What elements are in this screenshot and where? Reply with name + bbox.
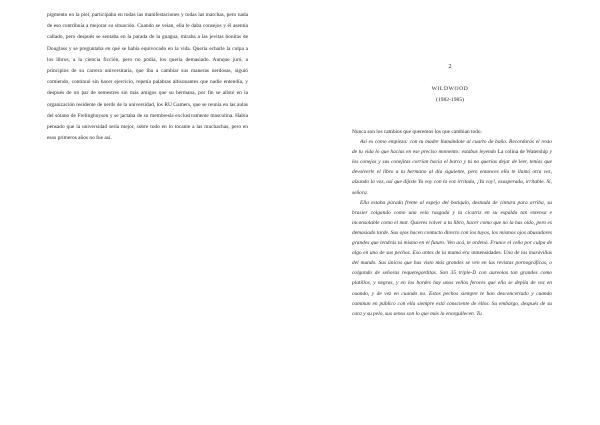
book-title-run: La colina de Watership bbox=[497, 149, 549, 156]
text-run: . Una de las maravillas del mundo. Sus únicos que has visto más grandes se ven en las revistas pornográficas, o colgando de señoras requetegorditas. Son 35 triple-D con aureolas tan grandes como platillos, y negras, y en los bordes hay unos vellos feroces que ella se depila de vez en cuando, y de vez en cuando no. Estos pechos siempre te han desconcertado y cuando caminan en público con ella siempre está consciente de ellos. Su embargo, después de su cara y su pelo, sus senos son lo que más la enorgullecen. Tu bbox=[352, 250, 552, 317]
text-run: con la voz irritada, bbox=[432, 179, 478, 186]
text-run: Sí, señora. bbox=[352, 179, 553, 196]
chapter-title: WILDWOOD bbox=[431, 86, 469, 92]
text-run: Así es como empieza: con tu madre llamándote al cuarto de baño. Recordarás el resto de tu vida lo que hacías en ese preciso momento: estabas leyendo bbox=[352, 139, 552, 156]
right-page bbox=[300, 0, 600, 425]
text-run: , exasperada, irritable. bbox=[495, 179, 547, 186]
paragraph-mirror bbox=[352, 198, 552, 319]
text-run: Ya voy bbox=[418, 179, 433, 186]
paragraph-epigraph bbox=[352, 127, 552, 137]
text-run: y los conejos y sus conejitas corrían hacia el barco y tú no querías dejar de leer, tenías que devolverle el libro a tu hermano al día siguiente, pero entonces ella te llamó otra vez, alzando la voz, así que dijiste bbox=[352, 149, 552, 186]
right-page-text bbox=[352, 127, 552, 319]
text-run: Nunca son los cambios que queremos los que cambian todo. bbox=[352, 129, 482, 135]
text-run: ¡Ya voy! bbox=[477, 179, 496, 186]
paragraph-opening bbox=[352, 137, 552, 198]
chapter-number: 2 bbox=[448, 64, 452, 70]
text-run: Ella estaba parada frente al espejo del botiquín, desnuda de cintura para arriba, su brasier colgando como una vela rasgada y la cicatriz en su espalda tan extensa e inconsolable como el mar. Quieres volver a tu libro, hacer como que no la has oído, pero es demasiado tarde. Sus ojos hacen contacto directo con los tuyos, los mismos ojos abusadores grandes que tendrás tú mismo en el futuro. Ven acá, te ordenó. Frunce el ceño por culpa de algo en uno de sus pechos. Eso antes de la mamá era bbox=[352, 199, 552, 257]
text-run: inmensidades bbox=[471, 250, 501, 257]
left-page-text: pigmento en la piel, participaba en todas las manifestaciones y todas las marchas, pero nada de eso contribuía a mejorar su situación. Cuando se veían, ella le daba consejos y él asentía callado, pero después se sentaba en la parada de la guagua, miraba a las jevitas bonitas de Douglass y se preguntaba en qué se había equivocado en la vida. Quería echarle la culpa a los libros, a la ciencia ficción, pero no podía, los quería demasiado. Aunque juró, a principios de su carrera universitaria, que iba a cambiar sus maneras nerdosas, siguió comiendo, continuó sin hacer ejercicio, repetía palabras altisonantes que nadie entendía, y después de un par de semestres sin más amigos que su hermana, por fin se alistó en la organización residente de nerds de la universidad, los RU Gamers, que se reunía en las aulas del sótano de Frelinghuysen y se jactaba de su membresía exclusivamente masculina. Había pensado que la universidad sería mejor, sobre todo en lo tocante a las muchachas, pero en esos primeros años no fue así. bbox=[47, 12, 248, 142]
chapter-years: (1982-1985) bbox=[436, 97, 464, 103]
